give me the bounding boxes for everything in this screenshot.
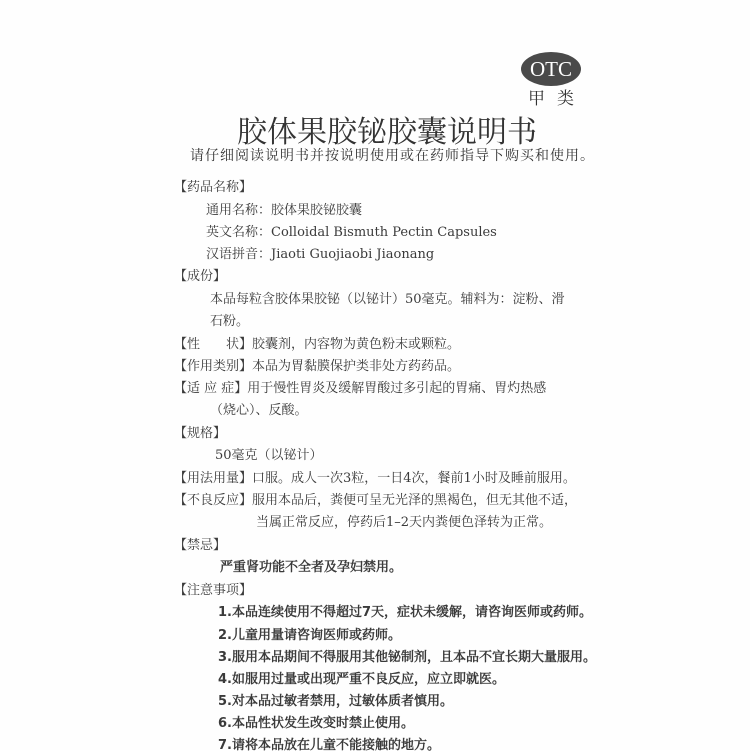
adverse-line-2: 当属正常反应，停药后1–2天内粪便色泽转为正常。 (256, 515, 553, 530)
section-heading-spec: 【规格】 (174, 426, 227, 441)
composition-line-1: 本品每粒含胶体果胶铋（以铋计）50毫克。辅料为：淀粉、滑 (210, 292, 565, 307)
precaution-item: 2.儿童用量请咨询医师或药师。 (218, 628, 401, 643)
indications-line-2: （烧心）、反酸。 (210, 403, 308, 418)
indications-line-1: 【适 应 症】用于慢性胃炎及缓解胃酸过多引起的胃痛、胃灼热感 (174, 381, 547, 396)
section-heading-drug-name: 【药品名称】 (174, 180, 253, 195)
english-name: 英文名称：Colloidal Bismuth Pectin Capsules (206, 225, 497, 240)
otc-label: OTC (530, 56, 572, 81)
otc-class-label: 甲类 (528, 89, 586, 109)
document-subtitle: 请仔细阅读说明书并按说明使用或在药师指导下购买和使用。 (190, 148, 595, 164)
precaution-item: 6.本品性状发生改变时禁止使用。 (218, 716, 414, 731)
composition-line-2: 石粉。 (210, 314, 250, 329)
section-heading-composition: 【成份】 (174, 269, 227, 284)
category-line: 【作用类别】本品为胃黏膜保护类非处方药药品。 (174, 359, 461, 374)
otc-badge (521, 52, 581, 86)
precaution-item: 4.如服用过量或出现严重不良反应，应立即就医。 (218, 672, 505, 687)
precaution-item: 7.请将本品放在儿童不能接触的地方。 (218, 738, 440, 753)
spec-value: 50毫克（以铋计） (215, 448, 323, 463)
section-heading-precautions: 【注意事项】 (174, 583, 253, 598)
precaution-item: 1.本品连续使用不得超过7天，症状未缓解，请咨询医师或药师。 (218, 605, 593, 620)
generic-name: 通用名称：胶体果胶铋胶囊 (206, 203, 363, 218)
precaution-item: 5.对本品过敏者禁用，过敏体质者慎用。 (218, 694, 453, 709)
adverse-line-1: 【不良反应】服用本品后，粪便可呈无光泽的黑褐色，但无其他不适， (174, 493, 578, 508)
properties-line: 【性 状】胶囊剂，内容物为黄色粉末或颗粒。 (174, 337, 461, 352)
precaution-item: 3.服用本品期间不得服用其他铋制剂，且本品不宜长期大量服用。 (218, 650, 596, 665)
pinyin-name: 汉语拼音：Jiaoti Guojiaobi Jiaonang (206, 247, 435, 262)
contraindications-value: 严重肾功能不全者及孕妇禁用。 (220, 560, 403, 575)
section-heading-contraindications: 【禁忌】 (174, 538, 227, 553)
dosage-line: 【用法用量】口服。成人一次3粒，一日4次，餐前1小时及睡前服用。 (174, 471, 576, 486)
document-title: 胶体果胶铋胶囊说明书 (237, 115, 537, 150)
